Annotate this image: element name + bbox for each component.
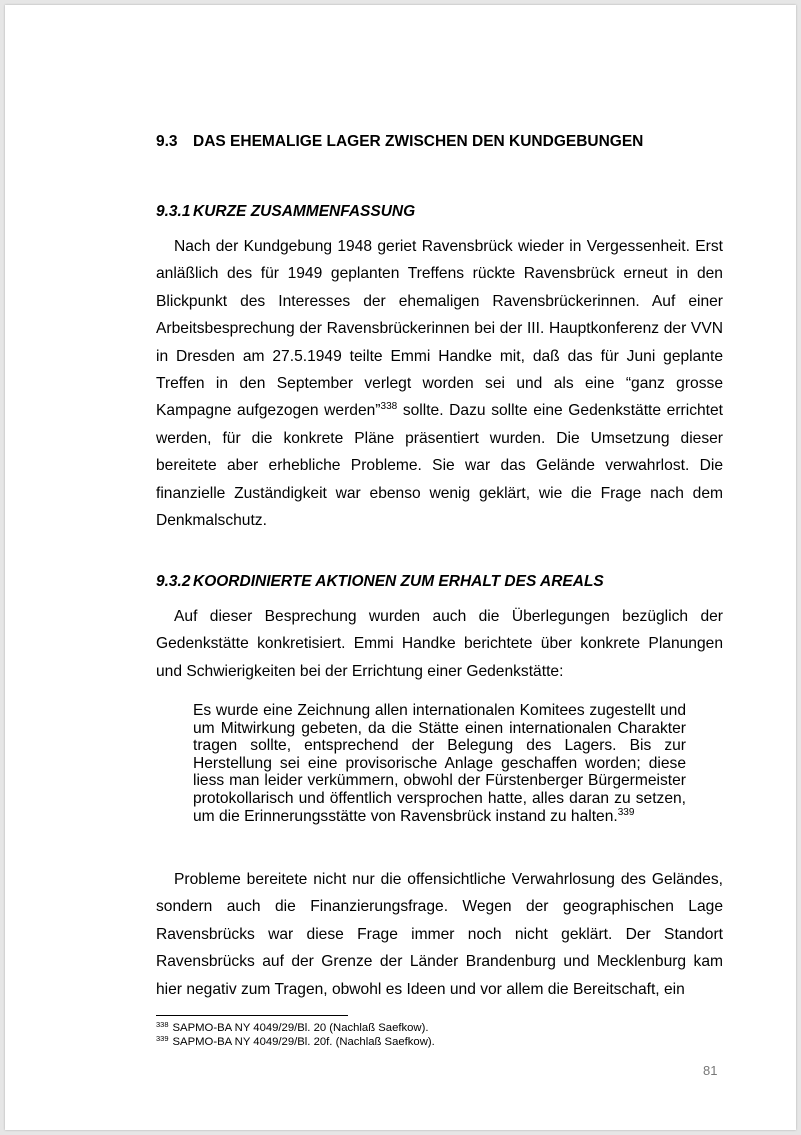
footnote-338 (156, 1021, 435, 1035)
section-heading-1 (156, 203, 415, 221)
footnote-text: SAPMO-BA NY 4049/29/Bl. 20 (Nachlaß Saefkow). (172, 1022, 429, 1034)
section-heading-1-number: 9.3.1 (156, 203, 191, 220)
document-page (5, 5, 796, 1130)
footnote-ref-338[interactable]: 338 (380, 401, 398, 413)
section-heading-2-title: KOORDINIERTE AKTIONEN ZUM ERHALT DES AREALS (193, 573, 604, 590)
footnote-separator (156, 1015, 348, 1016)
section-heading-1-title: KURZE ZUSAMMENFASSUNG (193, 203, 416, 220)
section-heading-2-number: 9.3.2 (156, 573, 191, 590)
page-number: 81 (703, 1063, 718, 1078)
chapter-heading-number: 9.3 (156, 133, 178, 150)
summary-paragraph (156, 233, 723, 534)
summary-text-start: Nach der Kundgebung 1948 geriet Ravensbrück wieder in Vergessenheit. Erst anläßlich des für 1949 geplanten Treffens rückte Ravensbrück erneut in den Blickpunkt des Interesses der ehemaligen Ravensbrückerinnen. Auf einer Arbeitsbesprechung der Ravensbrückerinnen bei der III. Hauptkonferenz der VVN in Dresden am 27.5.1949 teilte Emmi Handke mit, daß das für Juni geplante Treffen in den September verlegt worden sei und als eine “ganz grosse Kampagne aufgezogen werden” (156, 238, 723, 420)
chapter-heading-title: DAS EHEMALIGE LAGER ZWISCHEN DEN KUNDGEBUNGEN (193, 133, 644, 150)
footnotes (156, 1021, 435, 1049)
summary-text-end: sollte. Dazu sollte eine Gedenkstätte errichtet werden, für die konkrete Pläne präsentiert wurden. Die Umsetzung dieser bereitete aber erhebliche Probleme. Sie war das Gelände verwahrlost. Die finanzielle Zuständigkeit war ebenso wenig geklärt, wie die Frage nach dem Denkmalschutz. (156, 402, 724, 530)
actions-paragraph-2: Probleme bereitete nicht nur die offensichtliche Verwahrlosung des Geländes, sondern auch die Finanzierungsfrage. Wegen der geographischen Lage Ravensbrücks war diese Frage immer noch nicht geklärt. Der Standort Ravensbrücks auf der Grenze der Länder Brandenburg und Mecklenburg kam hier negativ zum Tragen, obwohl es Ideen und vor allem die Bereitschaft, ein (156, 871, 723, 998)
footnote-339 (156, 1035, 435, 1049)
section-heading-2 (156, 573, 604, 591)
footnote-number: 339 (156, 1034, 169, 1043)
actions-paragraph-1: Auf dieser Besprechung wurden auch die Überlegungen bezüglich der Gedenkstätte konkretisiert. Emmi Handke berichtete über konkrete Planungen und Schwierigkeiten bei der Errichtung einer Gedenkstätte: (156, 608, 723, 680)
footnote-text: SAPMO-BA NY 4049/29/Bl. 20f. (Nachlaß Saefkow). (172, 1036, 435, 1048)
footnote-ref-339[interactable]: 339 (617, 806, 635, 818)
block-quote-text: Es wurde eine Zeichnung allen internationalen Komitees zugestellt und um Mitwirkung gebeten, da die Stätte einen internationalen Charakter tragen sollte, entsprechend der Belegung des Lagers. Bis zur Herstellung sei eine provisorische Anlage geschaffen worden; diese liess man leider verkümmern, obwohl der Fürstenberger Bürgermeister protokollarisch und öffentlich versprochen hatte, alles daran zu setzen, um die Erinnerungsstätte von Ravensbrück instand zu halten. (193, 702, 686, 825)
chapter-heading (156, 133, 643, 151)
footnote-number: 338 (156, 1020, 169, 1029)
block-quote (193, 702, 686, 825)
